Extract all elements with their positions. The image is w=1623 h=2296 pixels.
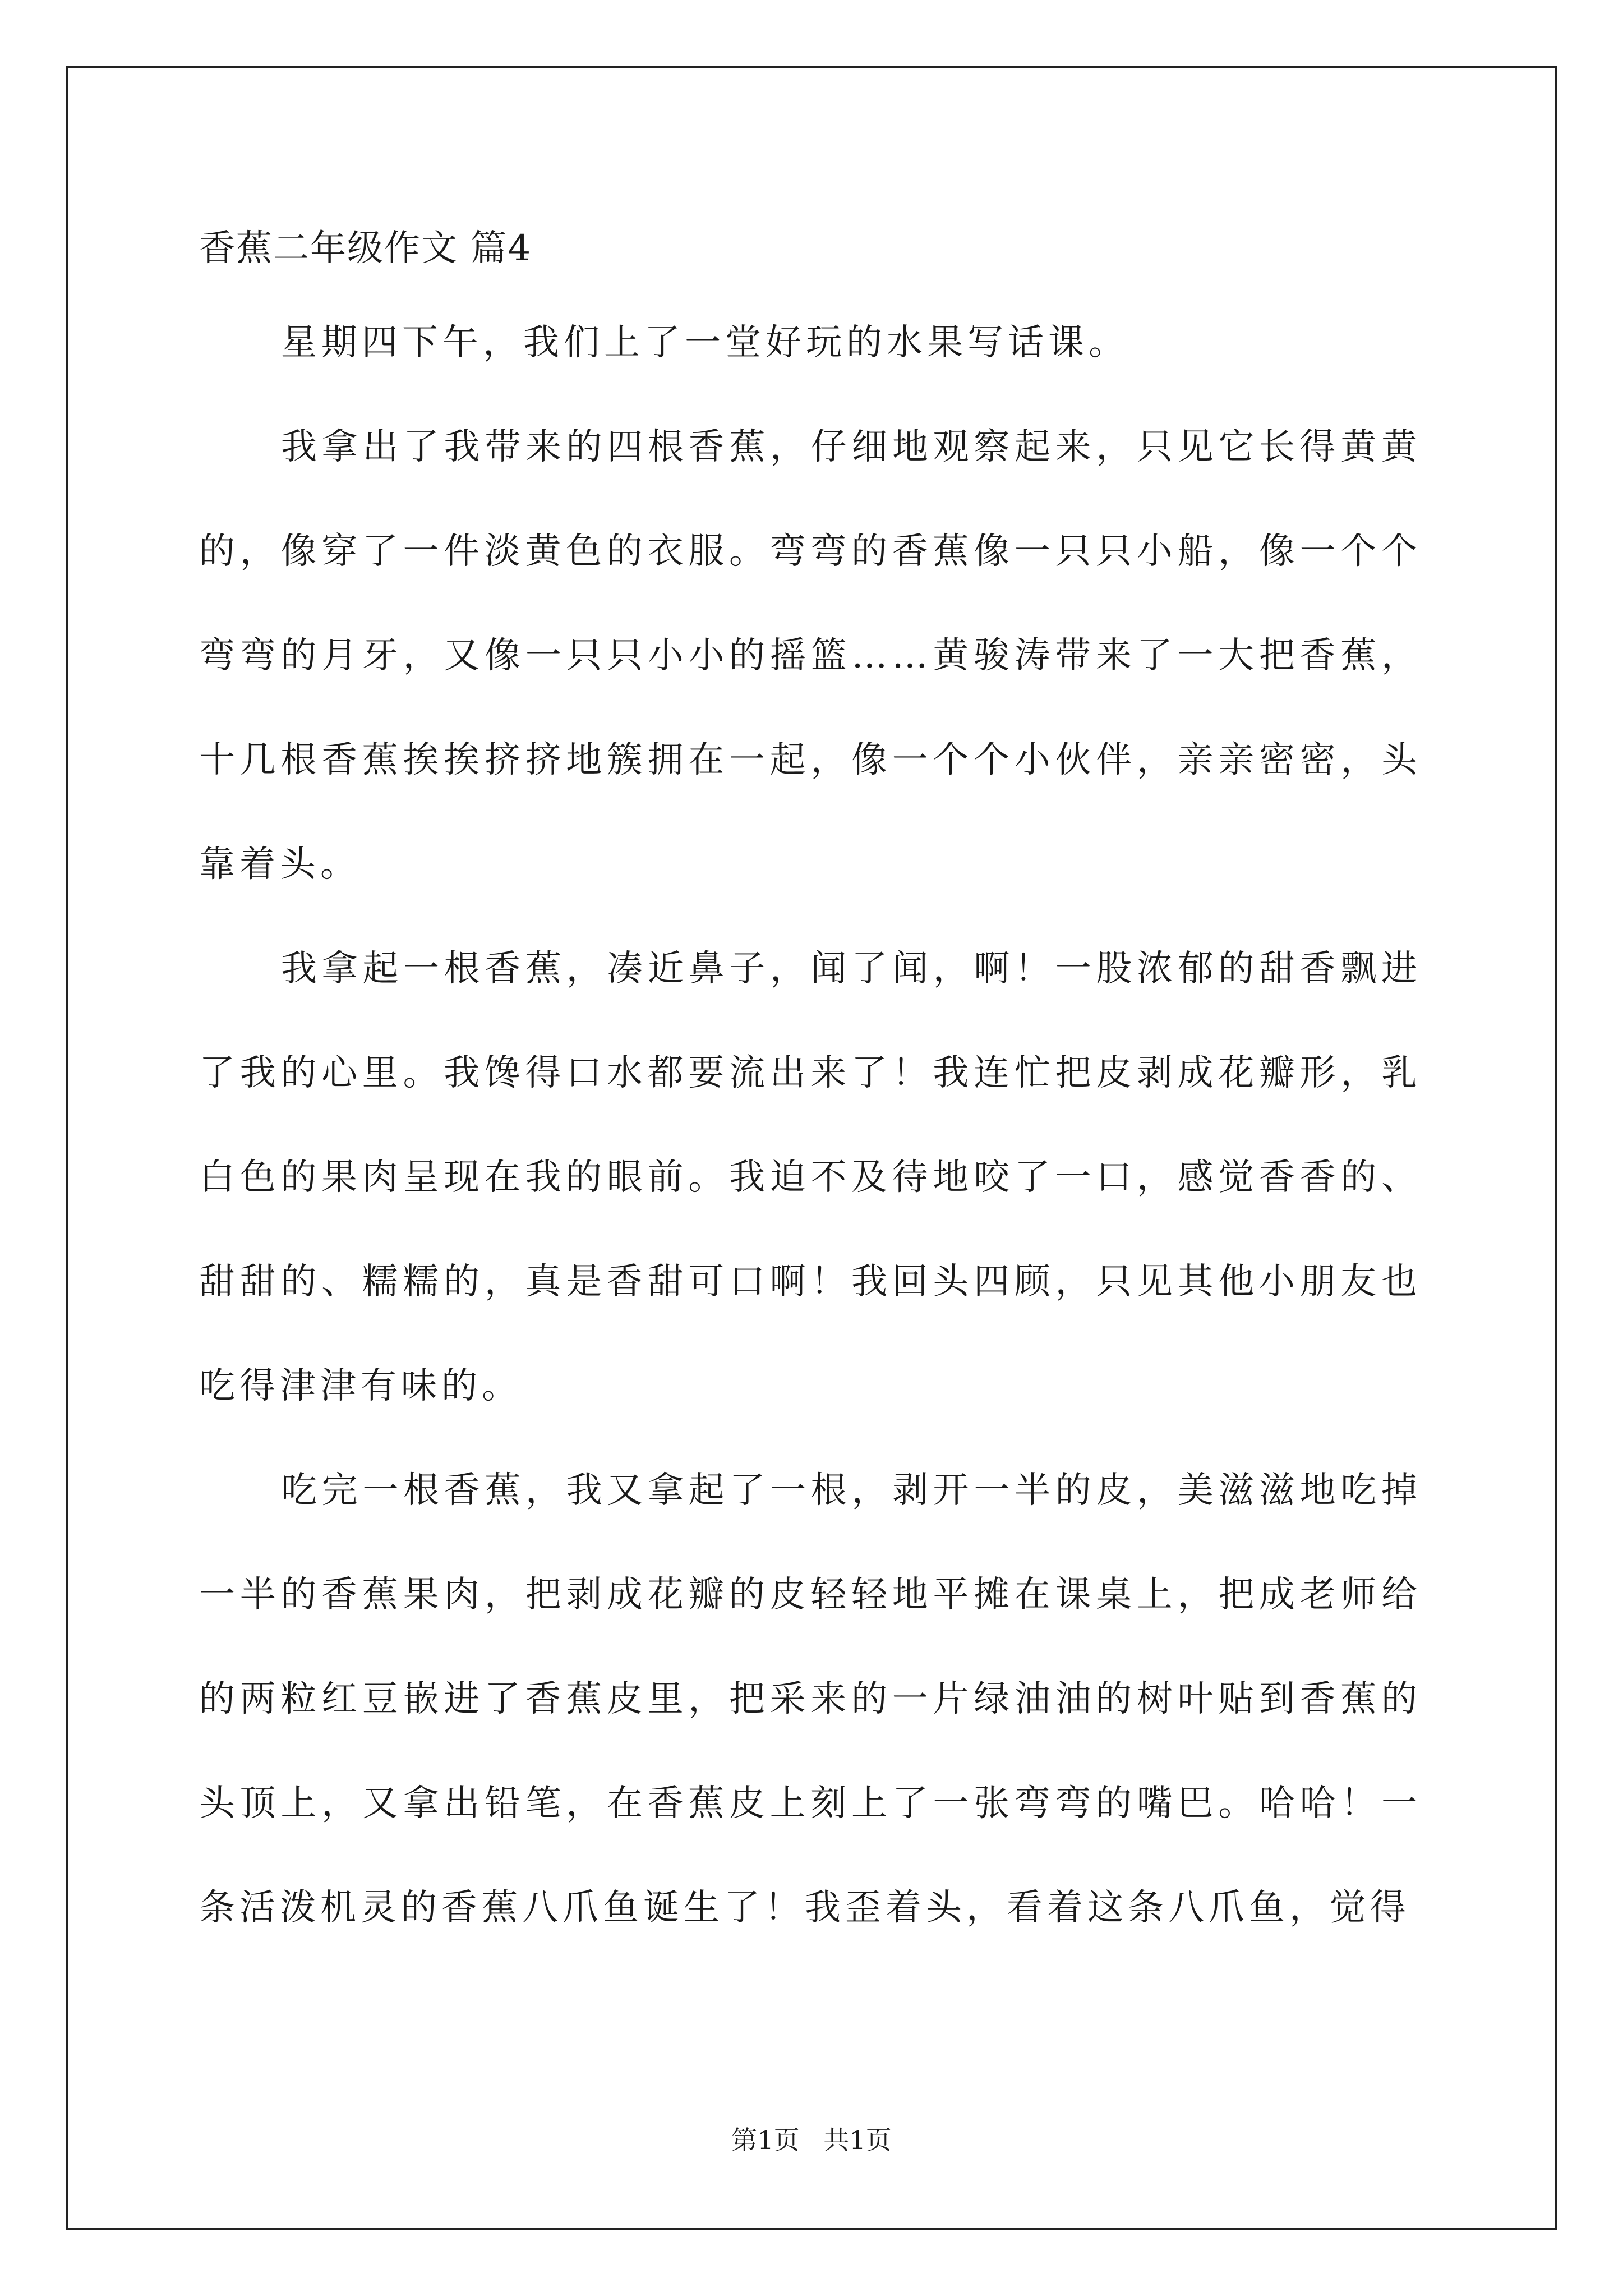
paragraph-4: 吃完一根香蕉，我又拿起了一根，剥开一半的皮，美滋滋地吃掉一半的香蕉果肉，把剥成花瓣的皮轻轻地平摊在课桌上，把成老师给的两粒红豆嵌进了香蕉皮里，把采来的一片绿油油的树叶贴到香蕉的头顶上，又拿出铅笔，在香蕉皮上刻上了一张弯弯的嘴巴。哈哈！一条活泼机灵的香蕉八爪鱼诞生了！我歪着头，看着这条八爪鱼，觉得 xyxy=(199,1470,1422,1929)
paragraph-3: 我拿起一根香蕉，凑近鼻子，闻了闻，啊！一股浓郁的甜香飘进了我的心里。我馋得口水都要流出来了！我连忙把皮剥成花瓣形，乳白色的果肉呈现在我的眼前。我迫不及待地咬了一口，感觉香香的、甜甜的、糯糯的，真是香甜可口啊！我回头四顾，只见其他小朋友也吃得津津有味的。 xyxy=(199,948,1422,1407)
page-footer xyxy=(0,2123,1623,2157)
document-body xyxy=(199,222,1422,1960)
page-number-total: 共1页 xyxy=(823,2125,892,2155)
page-number-current: 第1页 xyxy=(731,2125,800,2155)
paragraph-1: 星期四下午，我们上了一堂好玩的水果写话课。 xyxy=(281,322,1129,364)
document-title: 香蕉二年级作文 篇4 xyxy=(199,228,532,269)
paragraph-2: 我拿出了我带来的四根香蕉，仔细地观察起来，只见它长得黄黄的，像穿了一件淡黄色的衣服。弯弯的香蕉像一只只小船，像一个个弯弯的月牙，又像一只只小小的摇篮……黄骏涛带来了一大把香蕉，十几根香蕉挨挨挤挤地簇拥在一起，像一个个小伙伴，亲亲密密，头靠着头。 xyxy=(199,426,1422,885)
